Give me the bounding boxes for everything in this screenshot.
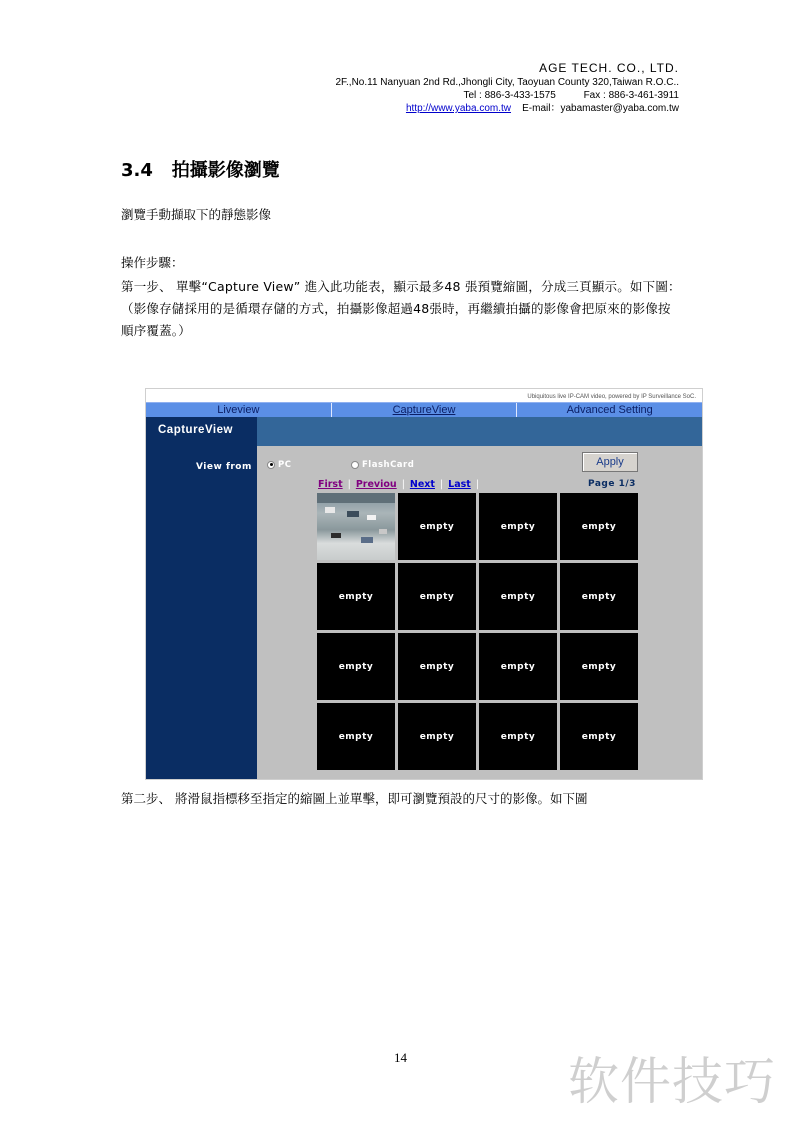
company-phone [335, 89, 679, 102]
company-address: 2F.,No.11 Nanyuan 2nd Rd.,Jhongli City, Taoyuan County 320,Taiwan R.O.C.. [335, 77, 679, 88]
banner-text: Ubiquitous live IP-CAM video, powered by IP Surveillance SoC. [527, 394, 696, 400]
thumbnail-grid [317, 493, 638, 770]
thumbnail-empty[interactable]: empty [560, 703, 638, 770]
section-number: 3.4 [121, 160, 153, 181]
thumbnail-empty[interactable]: empty [479, 563, 557, 630]
section-title: 拍攝影像瀏覽 [171, 160, 280, 181]
thumbnail-empty[interactable]: empty [398, 633, 476, 700]
letterhead [335, 60, 679, 115]
email: E-mail：yabamaster@yaba.com.tw [522, 103, 679, 114]
thumbnail-empty[interactable]: empty [479, 703, 557, 770]
intro-text: 瀏覽手動擷取下的靜態影像 [121, 207, 272, 222]
website-link[interactable]: http://www.yaba.com.tw [405, 103, 511, 114]
radio-selected-icon [267, 461, 275, 469]
page-number: 14 [394, 1050, 407, 1065]
tel: Tel : 886-3-433-1575 [463, 90, 556, 101]
last-link[interactable]: Last [448, 479, 471, 490]
tab-advanced-setting[interactable]: Advanced Setting [566, 404, 653, 416]
company-name: AGE TECH. CO., LTD. [539, 61, 679, 75]
capture-view-screenshot [145, 388, 703, 780]
thumbnail-empty[interactable]: empty [317, 703, 395, 770]
nav-bar [146, 402, 702, 417]
step-two: 第二步、 將滑鼠指標移至指定的縮圖上並單擊，即可瀏覽預設的尺寸的影像。如下圖 [121, 791, 588, 806]
tab-captureview[interactable]: CaptureView [332, 403, 518, 417]
side-panel [146, 417, 257, 779]
thumbnail-empty[interactable]: empty [560, 563, 638, 630]
apply-button[interactable]: Apply [582, 452, 638, 472]
section-heading [121, 156, 280, 182]
thumbnail-empty[interactable]: empty [479, 633, 557, 700]
thumbnail-empty[interactable]: empty [398, 493, 476, 560]
next-link[interactable]: Next [409, 479, 435, 490]
title-band [257, 417, 702, 446]
first-link[interactable]: First [318, 479, 343, 490]
thumbnail-empty[interactable]: empty [560, 633, 638, 700]
thumbnail-empty[interactable]: empty [560, 493, 638, 560]
steps-heading: 操作步驟： [121, 255, 184, 270]
watermark: 软件技巧 [568, 1053, 777, 1112]
view-from-label: View from [196, 462, 252, 472]
step-one: 第一步、 單擊“Capture View” 進入此功能表，顯示最多48 張預覽縮圖，分成三頁顯示。如下圖：（影像存儲採用的是循環存儲的方式，拍攝影像超過48張時，再繼續拍攝的影像會把原來的影像按順序覆蓋。） [121, 279, 681, 338]
thumbnail-empty[interactable]: empty [398, 563, 476, 630]
company-web [335, 102, 679, 115]
thumbnail-empty[interactable]: empty [317, 563, 395, 630]
fax: Fax : 886-3-461-3911 [583, 90, 679, 101]
pager: First | Previou | Next | Last | [318, 479, 480, 490]
radio-pc[interactable]: PC [267, 460, 291, 470]
tab-liveview[interactable]: Liveview [146, 403, 332, 417]
thumbnail-empty[interactable]: empty [317, 633, 395, 700]
thumbnail-captured-image[interactable] [317, 493, 395, 560]
previous-link[interactable]: Previou [355, 479, 397, 490]
radio-flashcard[interactable]: FlashCard [351, 460, 414, 470]
radio-unselected-icon [351, 461, 359, 469]
panel-title: CaptureView [158, 424, 233, 436]
thumbnail-empty[interactable]: empty [479, 493, 557, 560]
thumbnail-empty[interactable]: empty [398, 703, 476, 770]
page-indicator: Page 1/3 [588, 479, 636, 489]
